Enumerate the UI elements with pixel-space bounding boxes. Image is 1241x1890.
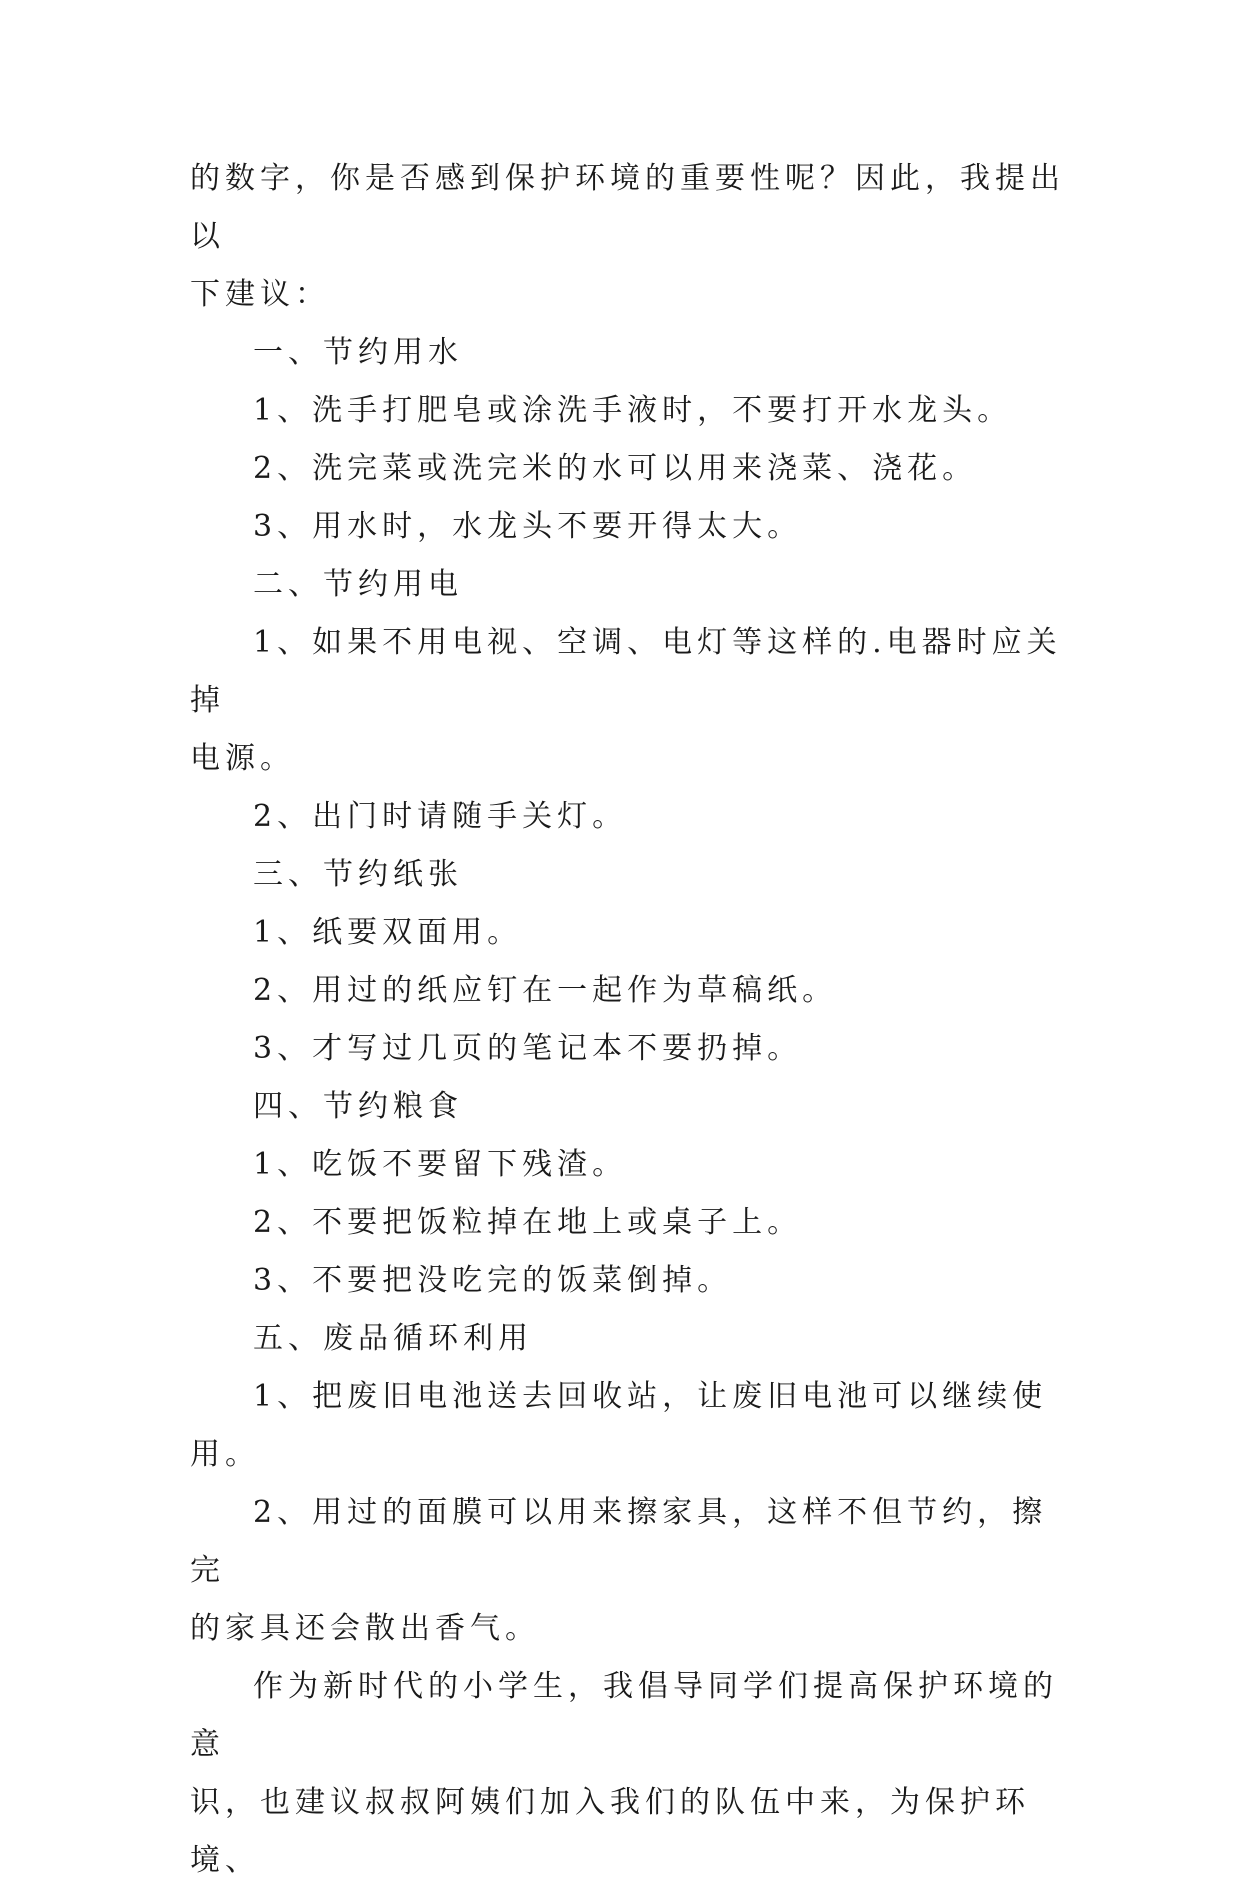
- text-line: 电源。: [190, 741, 295, 776]
- list-item: 2、洗完菜或洗完米的水可以用来浇菜、浇花。: [253, 451, 978, 486]
- section-heading: 二、节约用电: [253, 567, 463, 602]
- closing-paragraph-line: 识，也建议叔叔阿姨们加入我们的队伍中来，为保护环境、: [190, 1785, 1030, 1878]
- section-heading: 四、节约粮食: [253, 1089, 463, 1124]
- closing-paragraph-line: 作为新时代的小学生，我倡导同学们提高保护环境的意: [190, 1669, 1058, 1762]
- list-item: 3、用水时，水龙头不要开得太大。: [253, 509, 803, 544]
- list-item: 1、如果不用电视、空调、电灯等这样的.电器时应关掉: [190, 625, 1062, 718]
- list-item: 1、纸要双面用。: [253, 915, 523, 950]
- list-item: 1、洗手打肥皂或涂洗手液时，不要打开水龙头。: [253, 393, 1013, 428]
- section-heading: 五、废品循环利用: [253, 1321, 533, 1356]
- list-item: 2、不要把饭粒掉在地上或桌子上。: [253, 1205, 803, 1240]
- list-item: 2、用过的纸应钉在一起作为草稿纸。: [253, 973, 838, 1008]
- list-item: 2、出门时请随手关灯。: [253, 799, 628, 834]
- document-body: [190, 150, 1080, 1890]
- list-item: 1、把废旧电池送去回收站，让废旧电池可以继续使用。: [190, 1379, 1048, 1472]
- text-line: 下建议：: [190, 277, 330, 312]
- list-item: 2、用过的面膜可以用来擦家具，这样不但节约，擦完: [190, 1495, 1048, 1588]
- section-heading: 三、节约纸张: [253, 857, 463, 892]
- list-item: 1、吃饭不要留下残渣。: [253, 1147, 628, 1182]
- text-line: 的数字，你是否感到保护环境的重要性呢？因此，我提出以: [190, 161, 1065, 254]
- section-heading: 一、节约用水: [253, 335, 463, 370]
- text-line: 的家具还会散出香气。: [190, 1611, 540, 1646]
- list-item: 3、才写过几页的笔记本不要扔掉。: [253, 1031, 803, 1066]
- list-item: 3、不要把没吃完的饭菜倒掉。: [253, 1263, 733, 1298]
